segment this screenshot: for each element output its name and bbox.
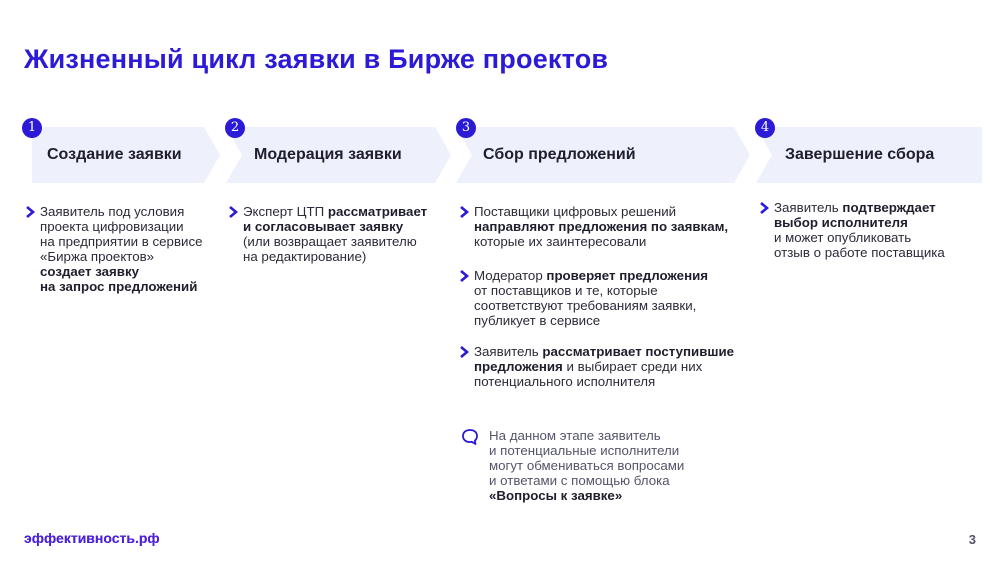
chevron-right-icon <box>228 206 238 218</box>
step-4-chevron <box>756 127 982 183</box>
chevron-right-icon <box>25 206 35 218</box>
step-3-bullet-3: Заявитель рассматривает поступившие предложения и выбирает среди них потенциального исполнителя <box>474 344 735 389</box>
step-2-label: Модерация заявки <box>254 146 402 163</box>
step-1-number: 1 <box>22 118 42 138</box>
chevron-right-icon <box>459 346 469 358</box>
step-3-number: 3 <box>456 118 476 138</box>
step-1-chevron <box>32 127 220 183</box>
page-title: Жизненный цикл заявки в Бирже проектов <box>24 44 609 74</box>
step-4-number: 4 <box>755 118 775 138</box>
info-note: На данном этапе заявитель и потенциальные исполнители могут обмениваться вопросами и ответами с помощью блока «Вопросы к заявке» <box>489 428 685 503</box>
step-1-description: Заявитель под условия проекта цифровизации на предприятии в сервисе «Биржа проектов» создает заявку на запрос предложений <box>40 204 203 294</box>
page-number: 3 <box>968 532 976 547</box>
step-4-description: Заявитель подтверждает выбор исполнителя и может опубликовать отзыв о работе поставщика <box>774 200 945 260</box>
step-3-chevron <box>456 127 750 183</box>
step-3-label: Сбор предложений <box>483 146 636 163</box>
step-1-label: Создание заявки <box>47 146 182 163</box>
site-logo: эффективность.рф <box>24 530 160 546</box>
chevron-right-icon <box>459 270 469 282</box>
step-2-description: Эксперт ЦТП рассматривает и согласовывает заявку (или возвращает заявителю на редактирование) <box>243 204 428 264</box>
step-4-label: Завершение сбора <box>785 146 935 163</box>
chevron-right-icon <box>759 202 769 214</box>
step-3-bullet-1: Поставщики цифровых решений направляют предложения по заявкам, которые их заинтересовали <box>474 204 729 249</box>
chevron-right-icon <box>459 206 469 218</box>
step-2-chevron <box>226 127 451 183</box>
step-3-bullet-2: Модератор проверяет предложения от поставщиков и те, которые соответствуют требованиям заявки, публикует в сервисе <box>474 268 709 328</box>
step-2-number: 2 <box>225 118 245 138</box>
chat-bubble-icon <box>461 428 479 446</box>
